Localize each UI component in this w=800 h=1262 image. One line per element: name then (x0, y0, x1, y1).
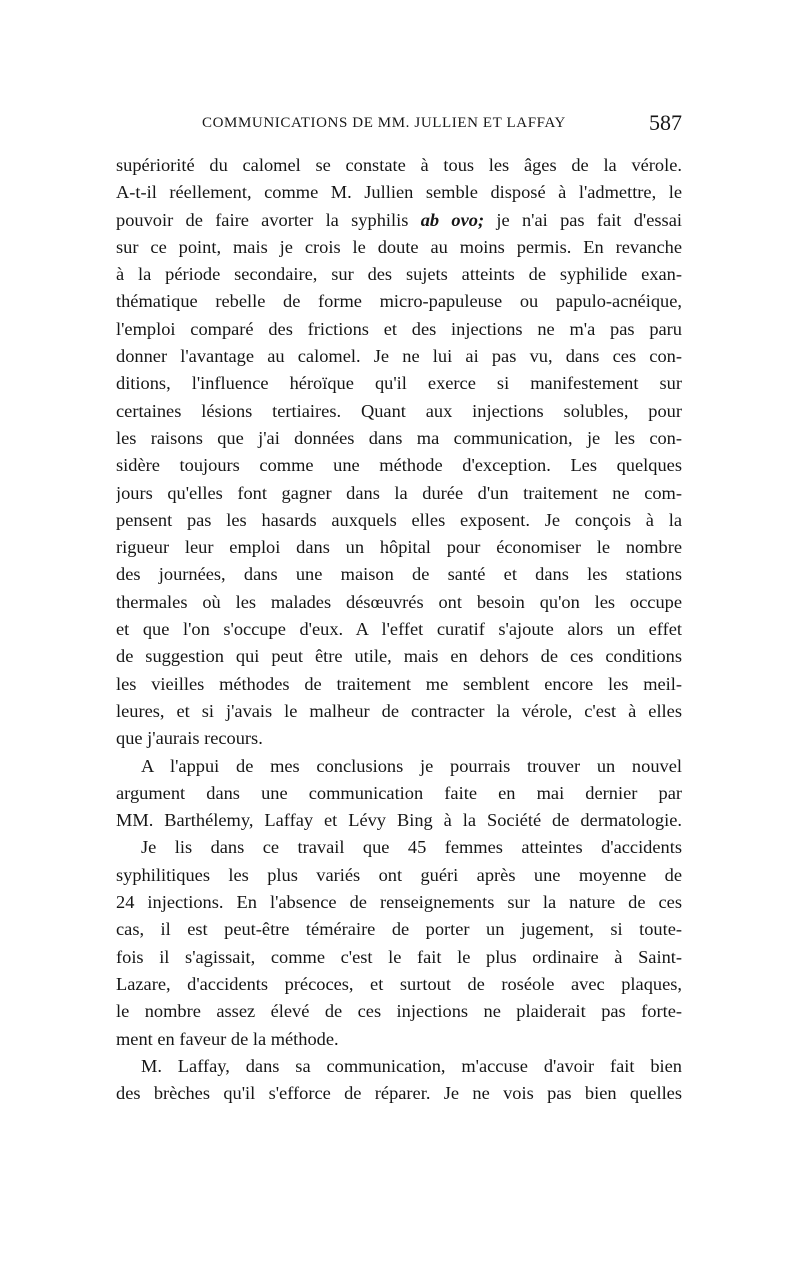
text-line: fois il s'agissait, comme c'est le fait le plus ordinaire à Saint- (116, 946, 682, 967)
text-line: pensent pas les hasards auxquels elles exposent. Je conçois à la (116, 509, 682, 530)
text-line: donner l'avantage au calomel. Je ne lui ai pas vu, dans ces con- (116, 346, 682, 367)
text-line: 24 injections. En l'absence de renseignements sur la nature de ces (116, 892, 682, 913)
text-line: A l'appui de mes conclusions je pourrais trouver un nouvel (141, 755, 682, 776)
text-line: cas, il est peut-être téméraire de porter un jugement, si toute- (116, 919, 682, 940)
text-line (116, 207, 682, 234)
text-line: ment en faveur de la méthode. (116, 1028, 339, 1049)
text-line: MM. Barthélemy, Laffay et Lévy Bing à la Société de dermatologie. (116, 810, 682, 831)
text-line: Lazare, d'accidents précoces, et surtout de roséole avec plaques, (116, 973, 682, 994)
text-line: de suggestion qui peut être utile, mais en dehors de ces conditions (116, 646, 682, 667)
text-line: syphilitiques les plus variés ont guéri après une moyenne de (116, 864, 682, 885)
text-line: l'emploi comparé des frictions et des injections ne m'a pas paru (116, 318, 682, 339)
text-line: sidère toujours comme une méthode d'exception. Les quelques (116, 455, 682, 476)
running-title: COMMUNICATIONS DE MM. JULLIEN ET LAFFAY (202, 115, 566, 131)
text-line: le nombre assez élevé de ces injections ne plaiderait pas forte- (116, 1001, 682, 1022)
text-line: Je lis dans ce travail que 45 femmes atteintes d'accidents (141, 837, 682, 858)
text-line: thermales où les malades désœuvrés ont besoin qu'on les occupe (116, 591, 682, 612)
body-text (116, 152, 682, 1107)
page-number: 587 (649, 110, 682, 135)
text-line: jours qu'elles font gagner dans la durée d'un traitement ne com- (116, 482, 682, 503)
text-line: les vieilles méthodes de traitement me semblent encore les meil- (116, 673, 682, 694)
text-line: ditions, l'influence héroïque qu'il exerce si manifestement sur (116, 373, 682, 394)
text-line: que j'aurais recours. (116, 728, 263, 749)
text-line: rigueur leur emploi dans un hôpital pour économiser le nombre (116, 537, 682, 558)
text-line: supériorité du calomel se constate à tous les âges de la vérole. (116, 155, 682, 175)
running-head (116, 110, 682, 141)
text-line: certaines lésions tertiaires. Quant aux injections solubles, pour (116, 400, 682, 421)
text-line: argument dans une communication faite en mai dernier par (116, 782, 682, 803)
text-line: M. Laffay, dans sa communication, m'accuse d'avoir fait bien (141, 1055, 682, 1076)
text-line: à la période secondaire, sur des sujets atteints de syphilide exan- (116, 264, 682, 285)
text-line: des journées, dans une maison de santé et dans les stations (116, 564, 682, 585)
text-line: les raisons que j'ai données dans ma communication, je les con- (116, 427, 682, 448)
text-fragment: je n'ai pas fait d'essai (496, 209, 682, 230)
text-line: des brèches qu'il s'efforce de réparer. Je ne vois pas bien quelles (116, 1083, 682, 1104)
italic-phrase: ab ovo; (420, 209, 485, 230)
text-line: et que l'on s'occupe d'eux. A l'effet curatif s'ajoute alors un effet (116, 619, 682, 640)
text-fragment: pouvoir de faire avorter la syphilis (116, 209, 409, 230)
text-line: sur ce point, mais je crois le doute au moins permis. En revanche (116, 236, 682, 257)
text-line: A-t-il réellement, comme M. Jullien semble disposé à l'admettre, le (116, 182, 682, 203)
text-line: thématique rebelle de forme micro-papuleuse ou papulo-acnéique, (116, 291, 682, 312)
text-line: leures, et si j'avais le malheur de contracter la vérole, c'est à elles (116, 700, 682, 721)
